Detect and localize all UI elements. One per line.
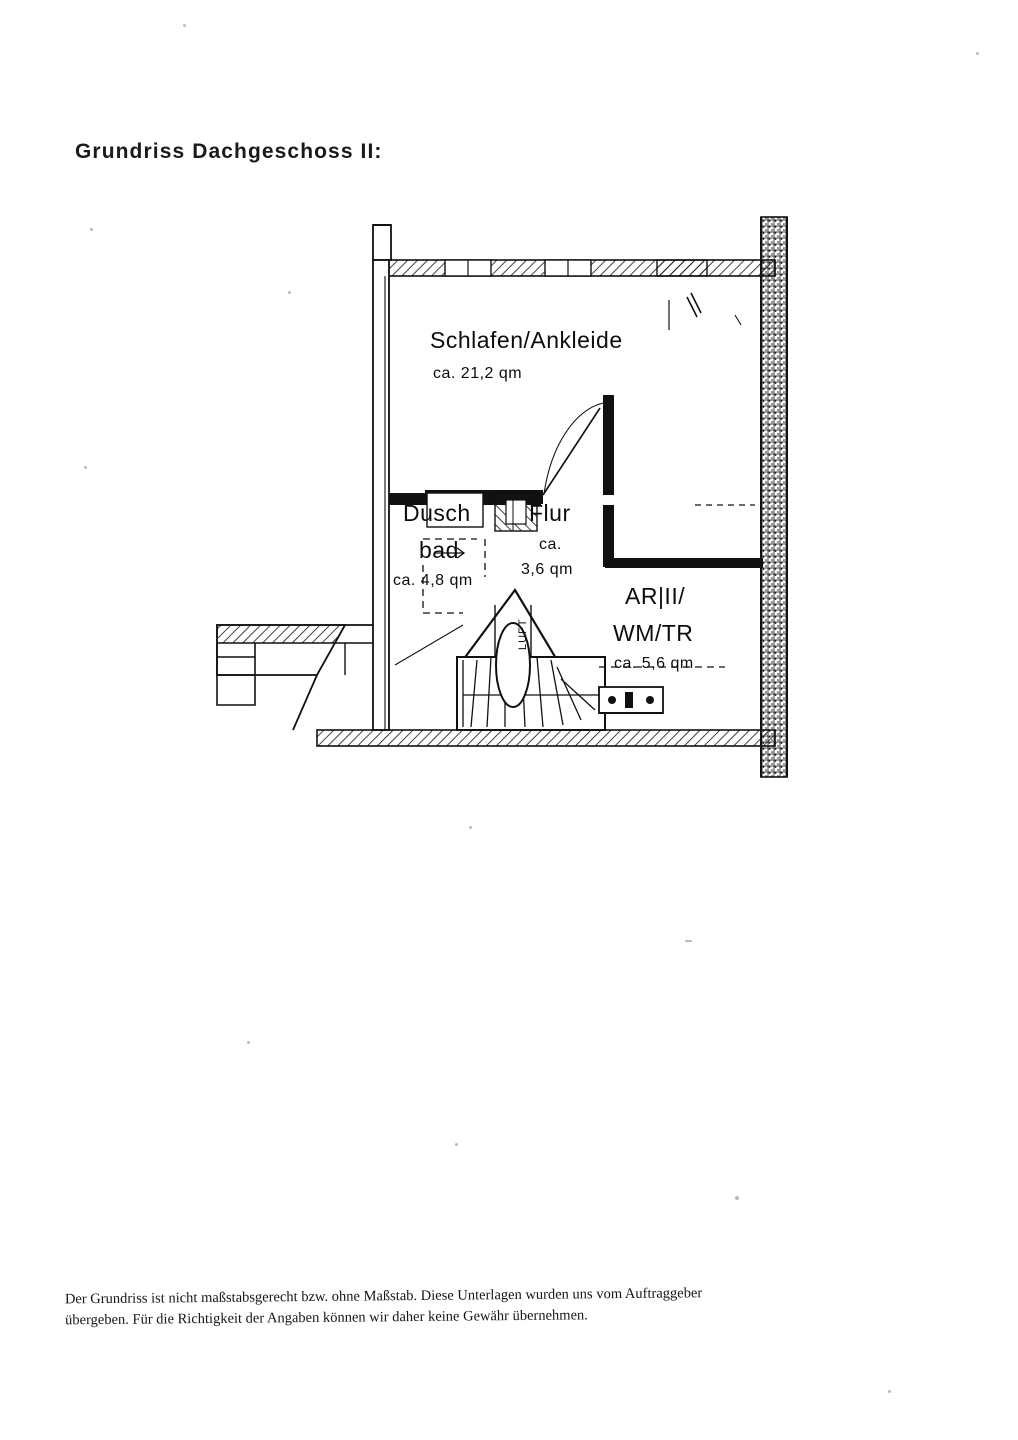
annotation-luft: LUFT xyxy=(517,618,529,650)
room-label-schlafen: Schlafen/Ankleide xyxy=(430,327,623,353)
room-area-ar: ca. 5,6 qm xyxy=(614,655,694,672)
walls-group xyxy=(217,217,787,777)
scan-speck xyxy=(469,826,472,829)
scan-speck xyxy=(288,291,291,294)
disclaimer xyxy=(65,1283,765,1332)
scan-speck xyxy=(84,466,87,469)
scan-speck xyxy=(685,940,692,942)
disclaimer-line-2: übergeben. Für die Richtigkeit der Angaben können wir daher keine Gewähr übernehmen. xyxy=(65,1307,588,1329)
scan-speck xyxy=(455,1143,458,1146)
room-area-schlafen: ca. 21,2 qm xyxy=(433,365,523,382)
scan-speck xyxy=(888,1390,891,1393)
scan-speck xyxy=(735,1196,739,1200)
room-label-flur: Flur xyxy=(529,500,571,526)
room-label-duschbad-line2: bad xyxy=(419,537,459,563)
disclaimer-line-1: Der Grundriss ist nicht maßstabsgerecht bzw. ohne Maßstab. Diese Unterlagen wurden uns vom Auftraggeber xyxy=(64,1285,703,1308)
scan-speck xyxy=(90,228,93,231)
room-label-duschbad-line1: Dusch xyxy=(403,500,471,526)
room-area-duschbad: ca. 4,8 qm xyxy=(393,572,473,589)
page-title: Grundriss Dachgeschoss II: xyxy=(75,140,383,163)
scan-speck xyxy=(247,1041,250,1044)
scan-speck xyxy=(183,24,186,27)
scan-speck xyxy=(976,52,979,55)
room-area-flur-line1: ca. xyxy=(539,536,562,553)
room-area-flur-line2: 3,6 qm xyxy=(521,561,573,578)
room-label-ar-line2: WM/TR xyxy=(613,620,694,646)
room-label-ar-line1: AR|II/ xyxy=(625,583,686,609)
